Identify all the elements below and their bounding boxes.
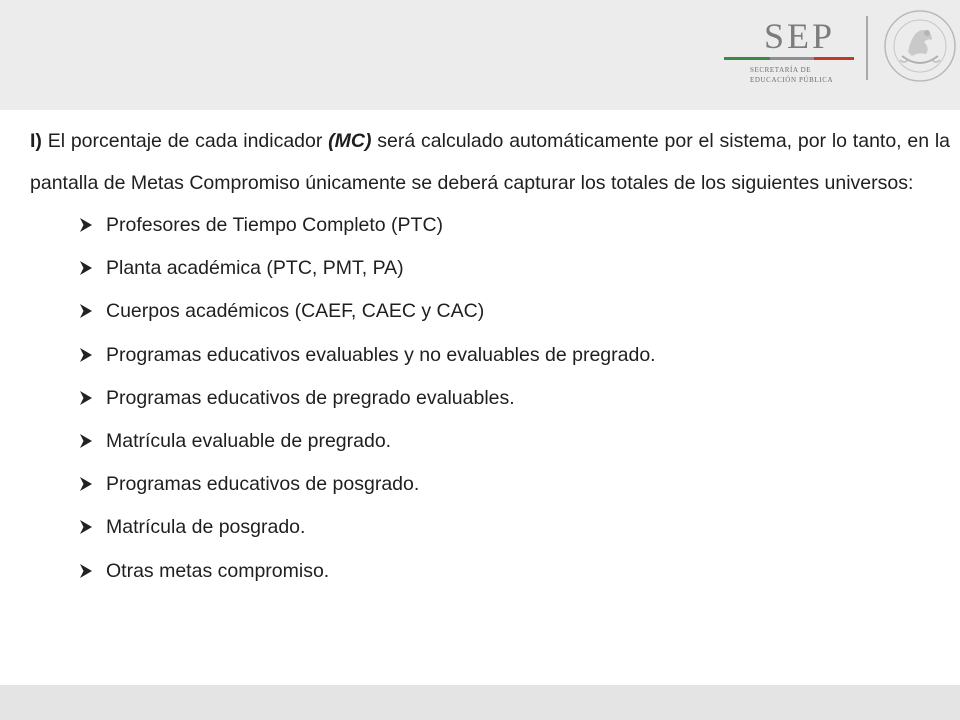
arrowhead-bullet-icon: [78, 390, 94, 406]
sep-logo-subtitle-line2: EDUCACIÓN PÚBLICA: [750, 76, 834, 84]
list-item-text: Programas educativos evaluables y no evaluables de pregrado.: [106, 343, 656, 366]
arrowhead-bullet-icon: [78, 303, 94, 319]
list-item-text: Cuerpos académicos (CAEF, CAEC y CAC): [106, 300, 485, 323]
sep-logo-subtitle-line1: SECRETARÍA DE: [750, 66, 812, 74]
arrowhead-bullet-icon: [78, 260, 94, 276]
list-item-text: Planta académica (PTC, PMT, PA): [106, 257, 404, 280]
list-item: [30, 463, 950, 506]
content-area: [30, 120, 950, 593]
list-item: [30, 506, 950, 549]
header-band: [0, 0, 960, 110]
list-item-text: Profesores de Tiempo Completo (PTC): [106, 214, 444, 236]
arrowhead-bullet-icon: [78, 519, 94, 535]
intro-paragraph: [30, 120, 950, 204]
list-item: [30, 204, 950, 247]
intro-text-part2: será calculado automáticamente por el sistema, por lo tanto, en la pantalla de Metas Compromiso únicamente se deberá capturar los totales de los siguientes universos:: [30, 130, 951, 194]
footer-band: [0, 685, 960, 720]
header-divider: [866, 16, 868, 80]
section-marker: I): [30, 130, 42, 152]
list-item-text: Matrícula evaluable de pregrado.: [106, 430, 392, 453]
mc-abbreviation: (MC): [328, 130, 372, 152]
arrowhead-bullet-icon: [78, 433, 94, 449]
list-item: [30, 290, 950, 333]
list-item: [30, 377, 950, 420]
universes-list: [30, 204, 950, 593]
list-item-text: Programas educativos de posgrado.: [106, 473, 420, 496]
list-item: [30, 550, 950, 593]
sep-logo-grey-bar: [770, 57, 814, 60]
list-item: [30, 334, 950, 377]
sep-logo: [720, 14, 860, 94]
arrowhead-bullet-icon: [78, 476, 94, 492]
arrowhead-bullet-icon: [78, 563, 94, 579]
coat-of-arms-seal-icon: [882, 8, 958, 84]
sep-logo-word: SEP: [764, 16, 836, 56]
list-item: [30, 247, 950, 290]
list-item-text: Programas educativos de pregrado evaluables.: [106, 386, 515, 409]
arrowhead-bullet-icon: [78, 347, 94, 363]
list-item-text: Matrícula de posgrado.: [106, 516, 306, 539]
sep-logo-red-bar: [814, 57, 854, 60]
intro-text-part1: El porcentaje de cada indicador: [47, 130, 323, 152]
list-item: [30, 420, 950, 463]
list-item-text: Otras metas compromiso.: [106, 559, 330, 582]
arrowhead-bullet-icon: [78, 217, 94, 233]
sep-logo-green-bar: [724, 57, 770, 60]
